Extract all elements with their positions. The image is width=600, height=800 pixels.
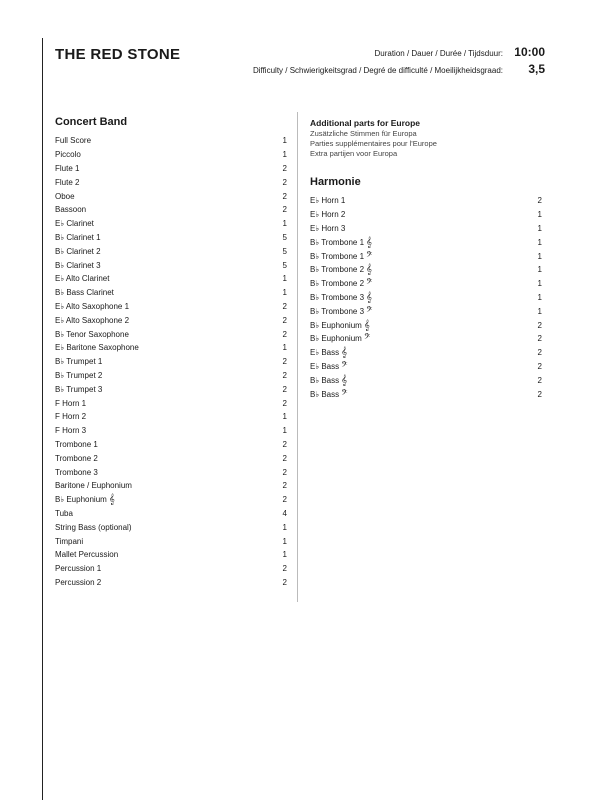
part-quantity: 2 (537, 196, 542, 206)
difficulty-label: Difficulty / Schwierigkeitsgrad / Degré de difficulté / Moeilijkheidsgraad: (252, 66, 503, 75)
part-name-text: B♭ Trombone 2 (310, 265, 365, 275)
part-quantity: 1 (282, 536, 287, 546)
part-row (55, 300, 287, 314)
part-row (55, 548, 287, 562)
part-name-text: Tuba (55, 508, 73, 518)
part-row (55, 286, 287, 300)
part-quantity: 1 (282, 426, 287, 436)
part-quantity: 4 (282, 508, 287, 518)
part-name (55, 578, 101, 587)
part-name (310, 265, 372, 274)
part-name-text: B♭ Bass (310, 375, 340, 385)
part-quantity: 1 (282, 550, 287, 560)
part-row (55, 272, 287, 286)
part-name (55, 274, 109, 283)
bass-clef-icon: 𝄢 (363, 333, 371, 345)
part-quantity: 1 (282, 412, 287, 422)
part-quantity: 2 (282, 439, 287, 449)
part-quantity: 1 (282, 136, 287, 146)
part-name (55, 523, 131, 532)
part-quantity: 2 (282, 564, 287, 574)
duration-label: Duration / Dauer / Durée / Tijdsduur: (374, 49, 503, 58)
part-name-text: Mallet Percussion (55, 550, 119, 560)
part-name-text: Trombone 1 (55, 439, 98, 449)
part-row (310, 291, 542, 305)
part-name (310, 362, 348, 371)
part-quantity: 1 (537, 237, 542, 247)
part-name-text: B♭ Trumpet 3 (55, 384, 103, 394)
concert-band-section (55, 116, 287, 589)
part-quantity: 1 (282, 288, 287, 298)
part-quantity: 2 (282, 495, 287, 505)
part-row (310, 208, 542, 222)
part-name-text: B♭ Trombone 2 (310, 279, 365, 289)
part-name-text: B♭ Clarinet 3 (55, 260, 101, 270)
part-row (310, 346, 542, 360)
part-quantity: 2 (537, 375, 542, 385)
part-name (55, 164, 79, 173)
part-name (55, 426, 86, 435)
part-name (310, 238, 372, 247)
part-name-text: Percussion 1 (55, 564, 102, 574)
part-name-text: E♭ Horn 1 (310, 196, 346, 206)
part-name-text: E♭ Clarinet (55, 219, 94, 229)
bass-clef-icon: 𝄢 (341, 360, 348, 372)
part-quantity: 2 (282, 301, 287, 311)
europe-section (310, 118, 542, 401)
part-name-text: B♭ Clarinet 2 (55, 246, 101, 256)
part-name (310, 334, 370, 343)
part-name (55, 550, 118, 559)
duration-row (215, 45, 545, 62)
part-quantity: 2 (282, 370, 287, 380)
part-name (55, 219, 94, 228)
part-row (55, 313, 287, 327)
part-row (55, 189, 287, 203)
part-quantity: 1 (537, 251, 542, 261)
part-quantity: 2 (282, 163, 287, 173)
part-row (310, 304, 542, 318)
part-name-text: B♭ Euphonium (55, 495, 107, 505)
part-name-text: Full Score (55, 136, 92, 146)
part-name-text: B♭ Trumpet 2 (55, 370, 103, 380)
part-name (55, 399, 86, 408)
part-row (55, 134, 287, 148)
part-row (310, 235, 542, 249)
part-name-text: Trombone 3 (55, 467, 98, 477)
part-quantity: 1 (282, 522, 287, 532)
part-row (55, 341, 287, 355)
part-quantity: 1 (282, 150, 287, 160)
treble-clef-icon: 𝄞 (366, 236, 372, 248)
part-quantity: 2 (282, 357, 287, 367)
part-name-text: Flute 1 (55, 163, 80, 173)
part-name (55, 150, 81, 159)
part-name (55, 481, 132, 490)
treble-clef-icon: 𝄞 (341, 347, 348, 359)
part-quantity: 2 (282, 481, 287, 491)
part-name (55, 509, 73, 518)
part-quantity: 1 (537, 210, 542, 220)
treble-clef-icon: 𝄞 (366, 264, 372, 276)
part-name (55, 412, 86, 421)
part-quantity: 1 (537, 265, 542, 275)
part-name (55, 136, 91, 145)
part-name (55, 205, 86, 214)
part-name (55, 371, 102, 380)
part-row (55, 493, 287, 507)
part-row (55, 382, 287, 396)
part-row (310, 222, 542, 236)
part-row (55, 438, 287, 452)
part-quantity: 2 (537, 320, 542, 330)
concert-band-heading: Concert Band (55, 116, 128, 128)
part-name (310, 307, 372, 316)
part-row (310, 249, 542, 263)
part-row (55, 520, 287, 534)
part-name (55, 385, 102, 394)
bass-clef-icon: 𝄢 (341, 388, 348, 400)
part-name-text: Bassoon (55, 205, 87, 215)
part-quantity: 2 (282, 577, 287, 587)
concert-band-parts-list (55, 134, 287, 589)
part-quantity: 1 (282, 219, 287, 229)
treble-clef-icon: 𝄞 (108, 494, 115, 506)
part-row (55, 217, 287, 231)
part-row (310, 360, 542, 374)
part-name-text: Trombone 2 (55, 453, 98, 463)
part-quantity: 1 (537, 279, 542, 289)
part-name (55, 178, 79, 187)
part-name-text: B♭ Bass Clarinet (55, 288, 114, 298)
part-name (55, 288, 114, 297)
part-name-text: Flute 2 (55, 177, 80, 187)
duration-value: 10:00 (514, 45, 545, 59)
part-quantity: 2 (282, 205, 287, 215)
part-name-text: E♭ Bass (310, 348, 340, 358)
part-name (310, 210, 345, 219)
part-name-text: E♭ Alto Saxophone 2 (55, 315, 130, 325)
part-name (310, 390, 348, 399)
part-name (55, 495, 115, 504)
part-name-text: B♭ Trombone 3 (310, 306, 365, 316)
treble-clef-icon: 𝄞 (341, 374, 348, 386)
bass-clef-icon: 𝄢 (366, 250, 373, 262)
part-name-text: Timpani (55, 536, 84, 546)
part-name (310, 196, 345, 205)
part-name (310, 224, 345, 233)
part-name (55, 192, 75, 201)
part-name (310, 279, 372, 288)
part-name (310, 321, 370, 330)
part-row (55, 369, 287, 383)
part-quantity: 2 (537, 361, 542, 371)
part-row (55, 244, 287, 258)
part-row (55, 479, 287, 493)
part-quantity: 1 (282, 343, 287, 353)
piece-title: THE RED STONE (55, 46, 181, 63)
part-quantity: 2 (282, 467, 287, 477)
part-name (55, 564, 101, 573)
part-row (55, 507, 287, 521)
part-quantity: 1 (282, 274, 287, 284)
difficulty-row (215, 62, 545, 79)
part-name-text: E♭ Alto Saxophone 1 (55, 301, 130, 311)
part-name-text: F Horn 1 (55, 398, 87, 408)
part-name (55, 468, 98, 477)
difficulty-value: 3,5 (528, 62, 545, 76)
part-quantity: 5 (282, 232, 287, 242)
part-name (310, 252, 372, 261)
part-row (55, 534, 287, 548)
additional-parts-line: Zusätzliche Stimmen für Europa (310, 129, 417, 138)
part-name (55, 330, 129, 339)
part-name-text: E♭ Bass (310, 361, 340, 371)
part-name-text: String Bass (optional) (55, 522, 132, 532)
part-quantity: 2 (282, 177, 287, 187)
additional-parts-line: Extra partijen voor Europa (310, 149, 398, 158)
part-name-text: E♭ Horn 2 (310, 210, 346, 220)
part-quantity: 5 (282, 260, 287, 270)
part-quantity: 5 (282, 246, 287, 256)
part-name (310, 348, 347, 357)
part-quantity: 2 (282, 398, 287, 408)
part-name (55, 440, 98, 449)
part-name-text: B♭ Trombone 1 (310, 237, 365, 247)
part-quantity: 1 (537, 306, 542, 316)
part-name-text: B♭ Tenor Saxophone (55, 329, 129, 339)
part-row (310, 194, 542, 208)
bass-clef-icon: 𝄢 (366, 305, 373, 317)
part-name-text: B♭ Trombone 1 (310, 251, 365, 261)
part-name-text: B♭ Bass (310, 389, 340, 399)
part-quantity: 2 (282, 329, 287, 339)
part-name (55, 302, 129, 311)
part-name (310, 293, 372, 302)
part-name-text: Percussion 2 (55, 577, 102, 587)
part-quantity: 1 (537, 292, 542, 302)
part-name-text: B♭ Clarinet 1 (55, 232, 101, 242)
part-quantity: 2 (537, 389, 542, 399)
part-row (55, 562, 287, 576)
part-row (55, 203, 287, 217)
part-name-text: B♭ Trombone 3 (310, 292, 365, 302)
treble-clef-icon: 𝄞 (363, 319, 370, 331)
part-quantity: 2 (537, 348, 542, 358)
part-row (310, 373, 542, 387)
part-quantity: 2 (537, 334, 542, 344)
part-name (55, 537, 83, 546)
part-row (55, 231, 287, 245)
part-row (55, 162, 287, 176)
part-name-text: E♭ Horn 3 (310, 223, 346, 233)
part-name (310, 376, 347, 385)
part-name-text: F Horn 2 (55, 412, 87, 422)
part-row (310, 387, 542, 401)
piece-meta (215, 45, 545, 79)
part-name-text: E♭ Baritone Saxophone (55, 343, 139, 353)
part-name (55, 343, 139, 352)
part-quantity: 2 (282, 315, 287, 325)
part-name-text: Oboe (55, 191, 75, 201)
part-name-text: Baritone / Euphonium (55, 481, 132, 491)
part-name-text: B♭ Euphonium (310, 334, 362, 344)
part-name (55, 454, 98, 463)
harmonie-parts-list (310, 194, 542, 401)
part-row (55, 258, 287, 272)
part-name-text: F Horn 3 (55, 426, 87, 436)
part-row (310, 263, 542, 277)
part-name-text: B♭ Euphonium (310, 320, 362, 330)
additional-parts-title: Additional parts for Europe (310, 118, 421, 128)
part-name (55, 247, 101, 256)
part-quantity: 1 (537, 223, 542, 233)
part-row (55, 327, 287, 341)
column-divider (297, 112, 298, 602)
bass-clef-icon: 𝄢 (366, 278, 373, 290)
part-row (55, 410, 287, 424)
part-row (55, 576, 287, 590)
part-name-text: Piccolo (55, 150, 81, 160)
part-row (55, 465, 287, 479)
part-row (55, 175, 287, 189)
part-row (55, 424, 287, 438)
part-row (55, 451, 287, 465)
part-row (310, 318, 542, 332)
part-name (55, 357, 102, 366)
part-name (55, 233, 101, 242)
harmonie-heading: Harmonie (310, 176, 361, 188)
part-row (55, 148, 287, 162)
part-quantity: 2 (282, 384, 287, 394)
part-quantity: 2 (282, 191, 287, 201)
additional-parts-line: Parties supplémentaires pour l'Europe (310, 139, 437, 148)
part-name (55, 261, 101, 270)
part-row (310, 277, 542, 291)
part-row (310, 332, 542, 346)
part-row (55, 396, 287, 410)
part-quantity: 2 (282, 453, 287, 463)
page-left-border (42, 38, 43, 800)
treble-clef-icon: 𝄞 (366, 291, 372, 303)
part-row (55, 355, 287, 369)
part-name (55, 316, 129, 325)
part-name-text: B♭ Trumpet 1 (55, 357, 103, 367)
part-name-text: E♭ Alto Clarinet (55, 274, 110, 284)
